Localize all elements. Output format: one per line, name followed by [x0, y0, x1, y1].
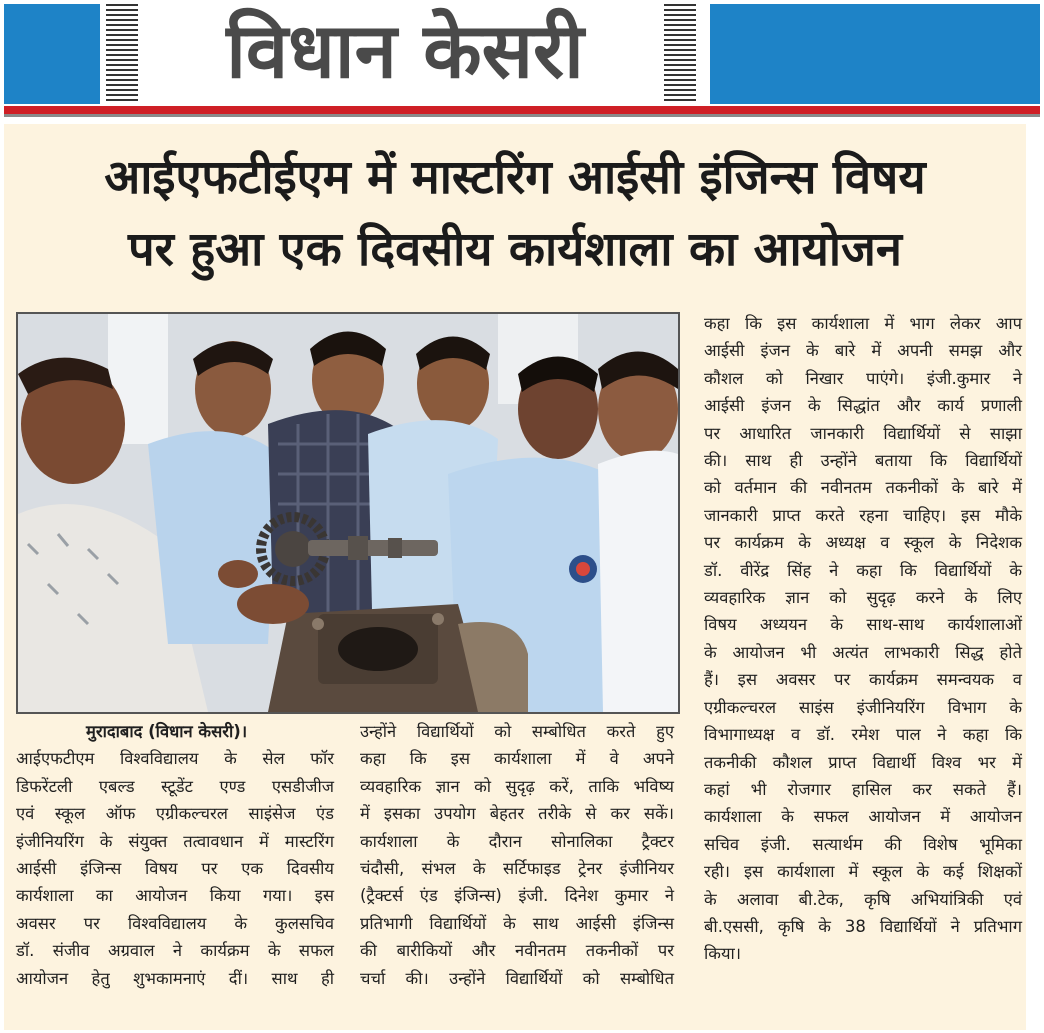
- article: [4, 124, 1026, 1030]
- text-line: प्रतिभागी विद्यार्थियों के साथ आईसी इंजिन्स: [360, 913, 674, 933]
- text-line: को वर्तमान की नवीनतम तकनीकों के बारे में: [704, 478, 1022, 498]
- article-column-middle: [360, 718, 674, 992]
- text-line: कार्यशाला के दौरान सोनालिका ट्रैक्टर: [360, 831, 674, 851]
- article-column-left: [16, 718, 334, 992]
- text-line: कहां भी रोजगार हासिल कर सकते हैं।: [704, 779, 1022, 799]
- text-line: एग्रीकल्चरल साइंस इंजीनियरिंग विभाग के: [704, 697, 1022, 717]
- dateline: मुरादाबाद (विधान केसरी)।: [86, 722, 248, 741]
- masthead-divider-gray: [4, 114, 1040, 117]
- text-line: आईसी इंजन के सिद्धांत और कार्य प्रणाली: [704, 396, 1022, 416]
- workshop-photo-illustration: [18, 314, 678, 712]
- text-line: सचिव इंजी. सत्यार्थम की विशेष भूमिका: [704, 834, 1022, 854]
- text-line: चंदौसी, संभल के सर्टिफाइड ट्रेनर इंजीनियर: [360, 859, 674, 879]
- masthead-stripes-right: [664, 4, 696, 104]
- text-line: एवं स्कूल ऑफ एग्रीकल्चरल साइंसेज एंड: [16, 804, 334, 824]
- text-line: रही। इस कार्यशाला में स्कूल के कई शिक्षकों: [704, 862, 1022, 882]
- text-line: आईएफटीएम विश्वविद्यालय के सेल फॉर: [16, 749, 334, 769]
- text-line: की। साथ ही उन्होंने बताया कि विद्यार्थियों: [704, 451, 1022, 471]
- newspaper-title: विधान केसरी: [226, 6, 584, 95]
- text-line: (ट्रैक्टर्स एंड इंजिन्स) इंजी. दिनेश कुमार ने: [360, 886, 674, 906]
- article-column-right: [704, 310, 1022, 968]
- text-line: कौशल को निखार पाएंगे। इंजी.कुमार ने: [704, 368, 1022, 388]
- headline-line-1: आईएफटीईएम में मास्टरिंग आईसी इंजिन्स विषय: [104, 150, 926, 205]
- masthead-stripes-left: [106, 4, 138, 104]
- masthead: [0, 0, 1044, 118]
- text-line: में इसका उपयोग बेहतर तरीके से कर सकें।: [360, 804, 674, 824]
- masthead-blue-block-left: [4, 4, 100, 104]
- text-line: के अलावा बी.टेक, कृषि अभियांत्रिकी एवं: [704, 889, 1022, 909]
- text-line: कार्यशाला का आयोजन किया गया। इस: [16, 886, 334, 906]
- text-line: पर कार्यक्रम के अध्यक्ष व स्कूल के निदेशक: [704, 533, 1022, 553]
- headline: [4, 142, 1026, 286]
- text-line: पर आधारित जानकारी विद्यार्थियों से साझा: [704, 423, 1022, 443]
- text-line: हैं। इस अवसर पर कार्यक्रम समन्वयक व: [704, 670, 1022, 690]
- text-line: व्यवहारिक ज्ञान को सुदृढ़ करने के लिए: [704, 588, 1022, 608]
- text-line: व्यवहारिक ज्ञान को सुदृढ़ करें, ताकि भविष्य: [360, 776, 674, 796]
- text-line: इंजीनियरिंग के संयुक्त तत्वावधान में मास्टरिंग: [16, 831, 334, 851]
- text-line: तकनीकी कौशल प्राप्त विद्यार्थी विश्व भर में: [704, 752, 1022, 772]
- text-line: कहा कि इस कार्यशाला में भाग लेकर आप: [704, 314, 1022, 333]
- text-line: चर्चा की। उन्होंने विद्यार्थियों को सम्बोधित: [360, 968, 674, 988]
- text-line: आईसी इंजन के बारे में अपनी समझ और: [704, 341, 1022, 361]
- text-line: डिफरेंटली एबल्ड स्टूडेंट एण्ड एसडीजीज: [16, 776, 334, 796]
- text-line: बी.एससी, कृषि के 38 विद्यार्थियों ने प्रतिभाग: [704, 916, 1022, 936]
- text-line: उन्होंने विद्यार्थियों को सम्बोधित करते हुए: [360, 722, 674, 741]
- text-line: डॉ. संजीव अग्रवाल ने कार्यक्रम के सफल: [16, 941, 334, 961]
- text-line: कहा कि इस कार्यशाला में वे अपने: [360, 749, 674, 769]
- text-line: आयोजन हेतु शुभकामनाएं दीं। साथ ही: [16, 968, 334, 988]
- text-line: किया।: [704, 944, 742, 964]
- text-line: विभागाध्यक्ष व डॉ. रमेश पाल ने कहा कि: [704, 725, 1022, 745]
- text-line: कार्यशाला के सफल आयोजन में आयोजन: [704, 807, 1022, 827]
- text-line: विषय अध्ययन के साथ-साथ कार्यशालाओं: [704, 615, 1022, 635]
- workshop-photo: [16, 312, 680, 714]
- masthead-blue-block-right: [710, 4, 1040, 104]
- text-line: की बारीकियों और नवीनतम तकनीकों पर: [360, 941, 674, 961]
- text-line: आईसी इंजिन्स विषय पर एक दिवसीय: [16, 859, 334, 879]
- headline-line-2: पर हुआ एक दिवसीय कार्यशाला का आयोजन: [127, 222, 903, 277]
- text-line: के आयोजन भी अत्यंत लाभकारी सिद्ध होते: [704, 642, 1022, 662]
- masthead-divider-red: [4, 106, 1040, 114]
- text-line: अवसर पर विश्वविद्यालय के कुलसचिव: [16, 913, 334, 933]
- text-line: डॉ. वीरेंद्र सिंह ने कहा कि विद्यार्थियों के: [704, 560, 1022, 580]
- text-line: जानकारी प्राप्त करते रहना चाहिए। इस मौके: [704, 505, 1022, 525]
